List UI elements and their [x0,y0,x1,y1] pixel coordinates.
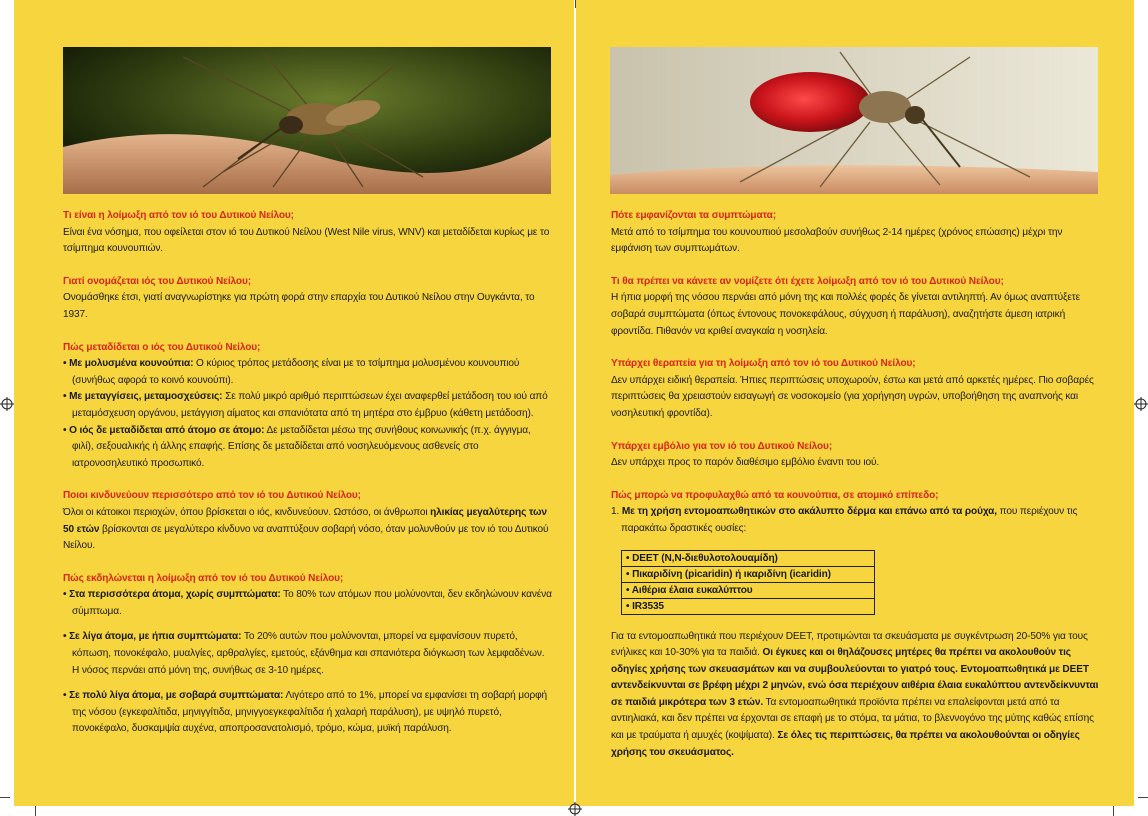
mosquito-photo-left [63,47,551,194]
section-text: Δεν υπάρχει προς το παρόν διαθέσιμο εμβόλιο έναντι του ιού. [611,457,880,469]
section-heading: Πώς μπορώ να προφυλαχθώ από τα κουνούπια, σε ατομικό επίπεδο; [611,489,939,501]
section-text: Είναι ένα νόσημα, που οφείλεται στον ιό του Δυτικού Νείλου (West Nile virus, WNV) και μεταδίδεται κυρίως με το τσίμπημα κουνουπιών. [63,226,550,255]
list-item: • Σε λίγα άτομα, με ήπια συμπτώματα: Το 20% αυτών που μολύνονται, μπορεί να εμφανίσουν πυρετό, κόπωση, πονοκέφαλο, μυαλγίες, αρθραλγίες, εμετούς, εξάνθημα και σπανιότερα διόγκωση των λεμφαδένων. Η νόσος περνάει από μόνη της, συνήθως σε 3-10 ημέρες. [63,629,552,679]
table-cell: • Πικαριδίνη (picaridin) ή ικαριδίνη (icaridin) [622,566,875,582]
section-what-to-do [611,274,1099,340]
crop-mark-bottom-right-v [1113,806,1114,816]
ingredients-table [621,550,875,615]
section-heading: Πώς μεταδίδεται ο ιός του Δυτικού Νείλου; [63,341,261,353]
section-why-named [63,274,552,324]
table-cell: • DEET (N,N-διεθυλοτολουαμίδη) [622,550,875,566]
section-vaccine [611,439,1099,472]
registration-mark-icon [1134,397,1148,411]
right-column [611,208,1099,777]
section-heading: Πότε εμφανίζονται τα συμπτώματα; [611,210,776,221]
crop-mark-bottom-right-h [1138,797,1148,798]
list-item: • Στα περισσότερα άτομα, χωρίς συμπτώματα: Το 80% των ατόμων που μολύνονται, δεν εκδηλώνουν κανένα σύμπτωμα. [63,587,552,620]
section-treatment [611,356,1099,422]
section-text: Για τα εντομοαπωθητικά που περιέχουν DEET, προτιμώνται τα σκευάσματα με συγκέντρωση 20-50% για τους ενήλικες και 10-30% για τα παιδιά. Οι έγκυες και οι θηλάζουσες μητέρες θα πρέπει να ακολουθούν τις οδηγίες χρήσης των σκευασμάτων και να συμβουλεύονται το γιατρό τους. Εντομοαπωθητικά με DEET αντενδείκνυνται σε βρέφη μέχρι 2 μηνών, ενώ όσα περιέχουν αιθέρια έλαια ευκαλύπτου αντενδείκνυνται σε παιδιά μικρότερα των 3 ετών. Τα εντομοαπωθητικά προϊόντα πρέπει να επαλείφονται μετά από τα αντιηλιακά, και δεν πρέπει να έρχονται σε επαφή με το στόμα, τα μάτια, το βλεννογόνο της μύτης καθώς επίσης και με τραύματα ή αμυχές (κοψίματα). Σε όλες τις περιπτώσεις, θα πρέπει να ακολουθούνται οι οδηγίες χρήσης του σκευάσματος. [611,630,1099,758]
section-heading: Υπάρχει εμβόλιο για τον ιό του Δυτικού Νείλου; [611,440,833,452]
numbered-item: 1. Με τη χρήση εντομοαπωθητικών στο ακάλυπτο δέρμα και επάνω από τα ρούχα, που περιέχουν τις παρακάτω δραστικές ουσίες: [611,506,1078,534]
bullet-list [63,587,552,738]
section-heading: Υπάρχει θεραπεία για τη λοίμωξη από τον ιό του Δυτικού Νείλου; [611,358,916,370]
section-protection [611,488,1099,762]
registration-mark-icon [568,802,582,816]
crop-mark-bottom-left-v [35,806,36,816]
registration-mark-icon [0,397,14,411]
crop-mark-bottom-left-h [0,797,10,798]
section-text: Ονομάσθηκε έτσι, γιατί αναγνωρίστηκε για πρώτη φορά στην επαρχία του Δυτικού Νείλου στην Ουγκάντα, το 1937. [63,292,535,320]
bullet-list [63,356,552,472]
list-item: • Με μεταγγίσεις, μεταμοσχεύσεις: Σε πολύ μικρό αριθμό περιπτώσεων έχει αναφερθεί μετάδοση του ιού από μεταμόσχευση οργάνου, μετάγγιση αίματος και σπανιότατα από τη μητέρα στο έμβρυο (κάθετη μετάδοση). [63,389,552,422]
left-column [63,208,552,754]
section-heading: Τι είναι η λοίμωξη από τον ιό του Δυτικού Νείλου; [63,210,294,221]
section-text: Μετά από το τσίμπημα του κουνουπιού μεσολαβούν συνήθως 2-14 ημέρες (χρόνος επώασης) μέχρι την εμφάνιση των συμπτωμάτων. [611,226,1063,255]
mosquito-photo-right [610,47,1098,194]
section-manifestation [63,571,552,738]
section-what-is [63,208,552,258]
section-text: Δεν υπάρχει ειδική θεραπεία. Ήπιες περιπτώσεις υποχωρούν, έστω και μετά από αρκετές ημέρες. Πιο σοβαρές περιπτώσεις θα χρειαστούν εισαγωγή σε νοσοκομείο (για χορήγηση υγρών, υποβοήθηση της αναπνοής και νοσηλευτική φροντίδα). [611,374,1094,419]
table-cell: • Αιθέρια έλαια ευκαλύπτου [622,582,875,598]
section-at-risk [63,488,552,554]
table-cell: • IR3535 [622,598,875,614]
section-heading: Τι θα πρέπει να κάνετε αν νομίζετε ότι έχετε λοίμωξη από τον ιό του Δυτικού Νείλου; [611,275,1004,287]
section-symptoms-onset [611,208,1099,258]
section-text: Η ήπια μορφή της νόσου περνάει από μόνη της και πολλές φορές δε γίνεται αντιληπτή. Αν όμως αναπτύξετε σοβαρά συμπτώματα (όπως έντονους πονοκεφάλους, σύγχυση ή παράλυση), αναζητήστε άμεση ιατρική φροντίδα. Πιθανόν να κριθεί αναγκαία η νοσηλεία. [611,292,1081,337]
section-heading: Ποιοι κινδυνεύουν περισσότερο από τον ιό του Δυτικού Νείλου; [63,490,361,502]
section-heading: Γιατί ονομάζεται ιός του Δυτικού Νείλου; [63,275,251,287]
section-text: Όλοι οι κάτοικοι περιοχών, όπου βρίσκεται ο ιός, κινδυνεύουν. Ωστόσο, οι άνθρωποι ηλικίας μεγαλύτερης των 50 ετών βρίσκονται σε μεγαλύτερο κίνδυνο να αναπτύξουν σοβαρή νόσο, όταν μολυνθούν με τον ιό του Δυτικού Νείλου. [63,506,549,552]
list-item: • Σε πολύ λίγα άτομα, με σοβαρά συμπτώματα: Λιγότερο από το 1%, μπορεί να εμφανίσει τη σοβαρή μορφή της νόσου (εγκεφαλίτιδα, μηνιγγίτιδα, μηνιγγοεγκεφαλίτιδα ή χαλαρή παράλυση), με υψηλό πυρετό, πονοκέφαλο, δυσκαμψία αυχένα, αποπροσανατολισμό, τρόμο, κώμα, μυϊκή παράλυση. [63,688,552,738]
list-item: • Ο ιός δε μεταδίδεται από άτομο σε άτομο: Δε μεταδίδεται μέσω της συνήθους κοινωνικής (π.χ. άγγιγμα, φιλί), σεξουαλικής ή άλλης επαφής. Επίσης δε μεταδίδεται από νοσηλευόμενους ασθενείς στο ιατρονοσηλευτικό προσωπικό. [63,423,552,473]
section-transmission [63,340,552,473]
section-heading: Πώς εκδηλώνεται η λοίμωξη από τον ιό του Δυτικού Νείλου; [63,572,344,584]
list-item: • Με μολυσμένα κουνούπια: Ο κύριος τρόπος μετάδοσης είναι με το τσίμπημα μολυσμένου κουνουπιού (συνήθως αφορά το κοινό κουνούπι). [63,356,552,389]
